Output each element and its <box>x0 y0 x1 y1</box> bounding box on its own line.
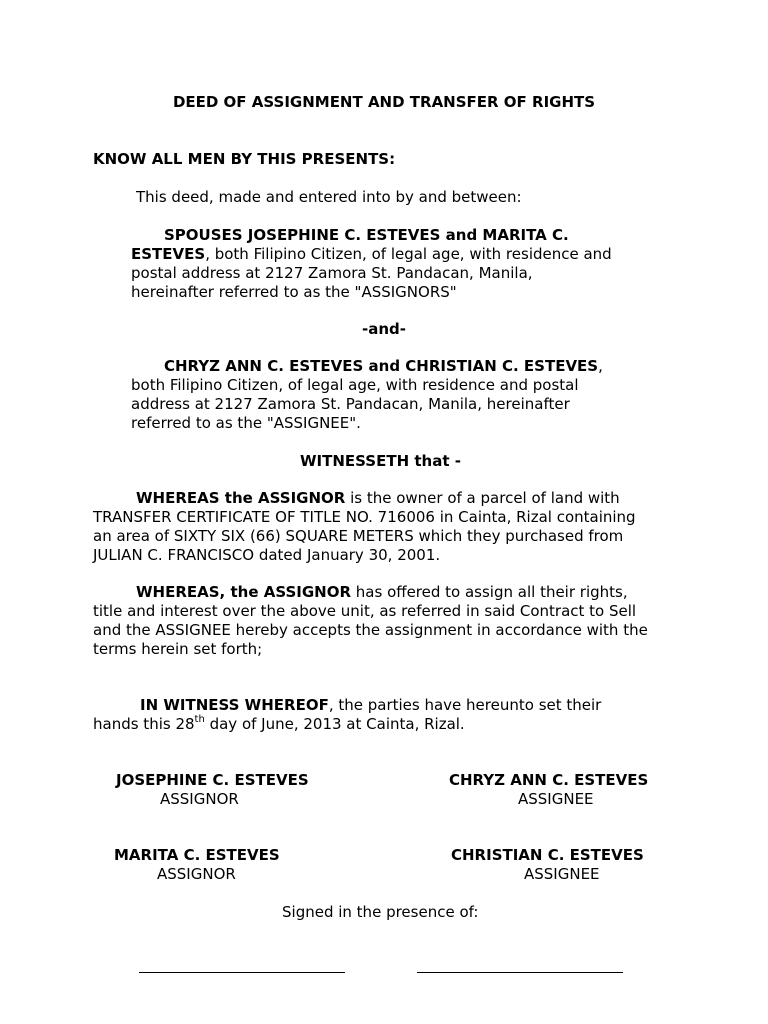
whereas-2-line-4: terms herein set forth; <box>93 640 263 658</box>
witness-lead: IN WITNESS WHEREOF <box>140 696 329 714</box>
witness-date-b: day of June, 2013 at Cainta, Rizal. <box>204 715 465 733</box>
and-separator: -and- <box>362 320 406 338</box>
signatory-name: JOSEPHINE C. ESTEVES <box>116 771 309 789</box>
assignors-name-line: SPOUSES JOSEPHINE C. ESTEVES and MARITA C. <box>164 226 569 244</box>
party-assignors-paragraph <box>131 226 612 302</box>
whereas-1-text: is the owner of a parcel of land with <box>345 489 620 507</box>
whereas-2-lead: WHEREAS, the ASSIGNOR <box>136 583 352 601</box>
whereas-paragraph-1 <box>93 489 636 565</box>
assignors-description: , both Filipino Citizen, of legal age, with residence and <box>205 245 612 263</box>
presence-text: Signed in the presence of: <box>282 903 479 921</box>
assignee-description: both Filipino Citizen, of legal age, with residence and postal <box>131 376 579 394</box>
assignors-address: postal address at 2127 Zamora St. Pandacan, Manila, <box>131 264 533 282</box>
signatory-block <box>451 846 671 884</box>
signatory-role: ASSIGNOR <box>160 790 239 808</box>
whereas-1-line-2: TRANSFER CERTIFICATE OF TITLE NO. 716006 in Cainta, Rizal containing <box>93 508 636 526</box>
assignors-name-end: ESTEVES <box>131 245 206 263</box>
assignors-reference: hereinafter referred to as the "ASSIGNORS" <box>131 283 457 301</box>
witness-text: , the parties have hereunto set their <box>328 696 602 714</box>
signatory-role: ASSIGNEE <box>518 790 594 808</box>
signatory-block <box>449 771 669 809</box>
assignee-address: address at 2127 Zamora St. Pandacan, Manila, hereinafter <box>131 395 570 413</box>
signatory-name: MARITA C. ESTEVES <box>114 846 280 864</box>
whereas-1-line-4: JULIAN C. FRANCISCO dated January 30, 2001. <box>93 546 441 564</box>
whereas-1-line-3: an area of SIXTY SIX (66) SQUARE METERS which they purchased from <box>93 527 624 545</box>
document-title: DEED OF ASSIGNMENT AND TRANSFER OF RIGHTS <box>172 93 596 111</box>
whereas-2-line-3: and the ASSIGNEE hereby accepts the assignment in accordance with the <box>93 621 648 639</box>
whereas-2-line-2: title and interest over the above unit, as referred in said Contract to Sell <box>93 602 637 620</box>
signatory-name: CHRYZ ANN C. ESTEVES <box>449 771 649 789</box>
whereas-2-text: has offered to assign all their rights, <box>351 583 628 601</box>
witness-signature-line <box>417 972 623 973</box>
signatory-block <box>114 846 314 884</box>
assignee-name-comma: , <box>598 357 603 375</box>
witness-date-ordinal: th <box>194 714 205 725</box>
signatory-role: ASSIGNEE <box>524 865 600 883</box>
signatory-role: ASSIGNOR <box>157 865 236 883</box>
whereas-1-lead: WHEREAS the ASSIGNOR <box>136 489 346 507</box>
signatory-block <box>116 771 316 809</box>
assignee-name-line: CHRYZ ANN C. ESTEVES and CHRISTIAN C. ESTEVES <box>164 357 599 375</box>
witness-date-a: hands this 28 <box>93 715 195 733</box>
signatory-name: CHRISTIAN C. ESTEVES <box>451 846 644 864</box>
party-assignee-paragraph <box>131 357 603 433</box>
intro-paragraph: This deed, made and entered into by and between: <box>136 188 522 206</box>
assignee-reference: referred to as the "ASSIGNEE". <box>131 414 361 432</box>
witness-paragraph <box>93 696 601 734</box>
witness-signature-line <box>139 972 345 973</box>
whereas-paragraph-2 <box>93 583 648 659</box>
know-all-heading: KNOW ALL MEN BY THIS PRESENTS: <box>93 150 396 168</box>
witnesseth-heading: WITNESSETH that - <box>300 452 461 470</box>
